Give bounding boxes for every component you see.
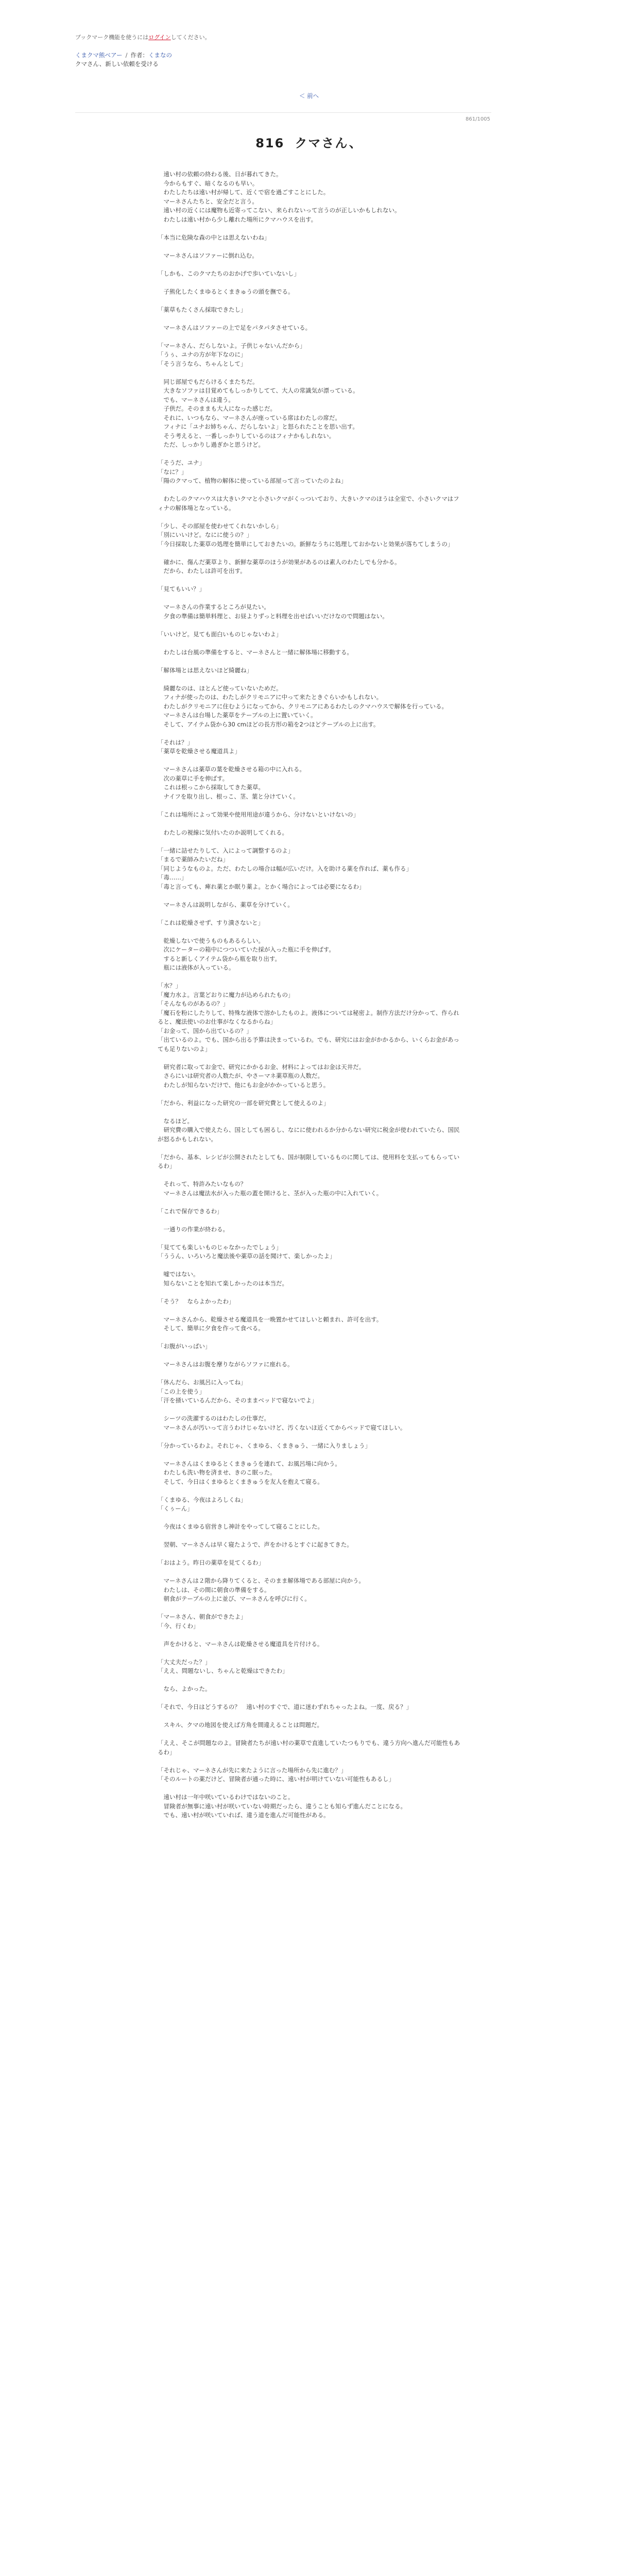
paragraph: なら、よかった。: [158, 1685, 211, 1692]
series-title-link[interactable]: くまクマ熊ベアー: [75, 52, 123, 59]
paragraph: マーネさんたちと、安全だと言う。: [158, 197, 258, 205]
blank-line: [158, 1108, 460, 1117]
paragraph: わたしは、その間に朝食の準備をする。: [158, 1586, 270, 1594]
blank-line: [158, 1730, 460, 1739]
paragraph: 「それじゃ、マーネさんが先に来たように言った場所から先に進む？」: [158, 1766, 347, 1774]
chapter-number: 816: [255, 136, 285, 150]
paragraph: 「休んだら、お風呂に入ってね」: [158, 1379, 247, 1386]
paragraph: 「見てても楽しいものじゃなかったでしょう」: [158, 1243, 282, 1251]
paragraph: 大きなソファは目覚めてもしっかりしてて、大人の常識気が漂っている。: [158, 387, 359, 394]
paragraph: 「なに？」: [158, 468, 187, 476]
paragraph: 「ええ、問題ないし、ちゃんと乾燥はできたわ」: [158, 1667, 288, 1674]
chapter-body: [158, 170, 460, 1820]
paragraph: それに、いつもなら、マーネさんが座っている席はわたしの席だ。: [158, 414, 341, 421]
paragraph: 「薬草を乾燥させる魔道具よ」: [158, 748, 241, 755]
blank-line: [158, 1090, 460, 1099]
blank-line: [158, 450, 460, 459]
paragraph: マーネさんが汚いって言うわけじゃないけど、汚くないほ近くてからベッドで寝てほしい。: [158, 1423, 406, 1431]
blank-line: [158, 1306, 460, 1315]
paragraph: 一通りの作業が終わる。: [158, 1225, 229, 1233]
paragraph: 研究費の購入で使えたら、国としても困るし、なにに使われるか分からない研究に税金が使われていたら、国民が怒るかもしれない。: [158, 1126, 460, 1143]
paragraph: わたしは遠い村から少し離れた場所にクマハウスを出す。: [158, 215, 317, 223]
blank-line: [158, 1486, 460, 1496]
blank-line: [158, 1261, 460, 1270]
blank-line: [158, 549, 460, 558]
paragraph: 「くぅーん」: [158, 1505, 193, 1512]
paragraph: 「別にいいけど。なにに使うの？」: [158, 531, 252, 538]
paragraph: わたしがクリモニアに住むようになってから、クリモニアにあるわたしのクマハウスで解体を行っている。: [158, 702, 448, 710]
paragraph: 乾燥しないで使うものもあるらしい。: [158, 937, 264, 944]
paragraph: 「薬草もたくさん採取できたし」: [158, 306, 247, 313]
blank-line: [158, 1784, 460, 1793]
paragraph: 「それは？」: [158, 738, 193, 746]
blank-line: [158, 973, 460, 982]
paragraph: 「汗を掻いているんだから、そのままベッドで寝ないでよ」: [158, 1397, 318, 1404]
blank-line: [158, 819, 460, 828]
blank-line: [158, 909, 460, 919]
blank-line: [158, 639, 460, 648]
paragraph: 「それで、今日はどうするの？ 遠い村のすぐで、道に迷わずれちゃったよね。一度、戻る？」: [158, 1703, 413, 1710]
paragraph: 「これは場所によって効果や使用用途が違うから、分けないといけないの」: [158, 810, 359, 818]
paragraph: 「そうだ、ユナ」: [158, 459, 205, 466]
blank-line: [158, 1198, 460, 1207]
blank-line: [158, 1054, 460, 1063]
paragraph: 瓶には液体が入っている。: [158, 964, 235, 971]
paragraph: 「いいけど。見ても面白いものじゃないわよ」: [158, 630, 282, 638]
paragraph: 知らないことを知れて楽しかったのは本当だ。: [158, 1279, 288, 1287]
paragraph: ただ、しっかりし過ぎかと思うけど。: [158, 441, 264, 448]
blank-line: [158, 260, 460, 269]
paragraph: 「そのルートの薬だけど、冒険者が通った時に、遠い村が明けていない可能性もあるし」: [158, 1775, 394, 1783]
paragraph: 「一緒に詰せたりして、入によって調整するのよ」: [158, 846, 294, 854]
blank-line: [158, 296, 460, 306]
chapter-title: [0, 133, 618, 151]
paragraph: 「マーネさん、朝食ができたよ」: [158, 1613, 247, 1620]
prev-chapter-link[interactable]: ＜ 前へ: [299, 92, 319, 99]
paragraph: 「大丈夫だった？」: [158, 1658, 211, 1666]
paragraph: 「ええ、そこが問題なのよ。冒険者たちが遠い村の薬草で直進していたつもりでも、違う方向へ進んだ可能性もあるわ」: [158, 1739, 460, 1756]
paragraph: 「ううん、いろいろと魔法後や薬草の話を聞けて、楽しかったよ」: [158, 1252, 336, 1260]
paragraph: 「解体場とは思えないほど綺麗ね」: [158, 666, 252, 674]
paragraph: 声をかけると、マーネさんは乾燥させる魔道具を片付ける。: [158, 1640, 323, 1648]
paragraph: 次の薬草に手を伸ばす。: [158, 774, 229, 782]
paragraph: 「お腹がいっぱい」: [158, 1343, 211, 1350]
paragraph: だから、わたしは許可を出す。: [158, 567, 246, 574]
blank-line: [158, 1369, 460, 1379]
paragraph: 冒険者が無事に遠い村が咲いていない時期だったら、違うことも知らず進んだことになる。: [158, 1802, 406, 1810]
blank-line: [158, 1333, 460, 1343]
author-link[interactable]: くまなの: [148, 52, 173, 59]
blank-line: [158, 278, 460, 287]
paragraph: 子供だ。そのままも大人になった感じだ。: [158, 405, 276, 412]
blank-line: [158, 314, 460, 324]
paragraph: 「同じようなものよ。ただ、わたしの場合は幅が広いだけ。入を助ける薬を作れば、薬も作る」: [158, 865, 413, 872]
paragraph: わたしのクマハウスは大きいクマと小さいクマがくっついており、大きいクマのほうは全室で、小さいクマはフィナの解体場となっている。: [158, 495, 459, 512]
paragraph: でも、遠い村が咲いていれば、違う道を進んだ可能性がある。: [158, 1811, 330, 1819]
paragraph: 「陽のクマって、植物の解体に使っている部屋って言っていたのよね」: [158, 477, 347, 484]
paragraph: マーネさんはくまゆるとくまきゅうを連れて、お風呂場に向かう。: [158, 1460, 341, 1467]
blank-line: [158, 332, 460, 342]
blank-line: [158, 927, 460, 937]
paragraph: 「マーネさん、だらしないよ。子供じゃないんだから」: [158, 342, 306, 349]
blank-line: [158, 594, 460, 603]
blank-line: [158, 1568, 460, 1577]
paragraph: 「毒と言っても、痺れ薬とか眠り薬よ。とかく場合によっては必要になるわ」: [158, 883, 365, 890]
chapter-breadcrumb: クマさん、新しい依頼を受ける: [75, 60, 159, 67]
blank-line: [158, 1432, 460, 1442]
paragraph: マーネさんから、乾燥させる魔道具を一晩置かせてほしいと頼まれ、許可を出す。: [158, 1315, 383, 1323]
breadcrumb-separator: /: [125, 52, 128, 59]
paragraph: マーネさんは台場した薬草をテーブルの上に置いていく。: [158, 711, 317, 719]
blank-line: [158, 513, 460, 522]
page-counter: 861/1005: [466, 116, 490, 122]
paragraph: わたしたちは遠い村が帰して、近くで宿を過ごすことにした。: [158, 189, 330, 196]
paragraph: 「お金って、国から出ているの？」: [158, 1027, 252, 1035]
login-notice-suffix: してください。: [170, 34, 211, 41]
paragraph: わたしが知らないだけで、他にもお金がかかっていると思う。: [158, 1081, 330, 1089]
paragraph: 「出ているのよ。でも、国から出る予算は決まっているわ。でも、研究にはお金がかかるから、いくらお金があっても足りないのよ」: [158, 1036, 459, 1053]
blank-line: [158, 801, 460, 810]
paragraph: 「少し、その部屋を使わせてくれないかしら」: [158, 522, 282, 530]
login-link[interactable]: ログイン: [148, 34, 171, 41]
paragraph: さらにいは研究者の人数たが、やさーマネ薬草瓶の人数だ。: [158, 1072, 323, 1079]
paragraph: 「本当に危険な森の中とは思えないわね」: [158, 233, 270, 241]
paragraph: でも、マーネさんは違う。: [158, 396, 234, 403]
paragraph: 遠い村の近くには魔物も近寄ってこない、来られないって言うのが正しいかもしれない。: [158, 207, 401, 214]
paragraph: 「そう？ ならよかったわ」: [158, 1297, 235, 1305]
paragraph: マーネさんは２階から降りてくると、そのまま解体場である部屋に向かう。: [158, 1577, 365, 1584]
paragraph: 「しかも、このクマたちのおかげで歩いていないし」: [158, 269, 300, 277]
paragraph: マーネさんは魔法水が入った瓶の蓋を開けると、茎が入った瓶の中に入れていく。: [158, 1189, 383, 1197]
paragraph: マーネさんは説明しながら、薬草を分けていく。: [158, 901, 294, 908]
paragraph: 次にケーターの箱中につついていた採が入った瓶に手を伸ばす。: [158, 946, 335, 953]
paragraph: 子熊化したくまゆるとくまきゅうの頭を撫でる。: [158, 287, 294, 295]
paragraph: そして、アイテム袋から30 cmほどの長方形の箱を2つほどテーブルの上に出す。: [158, 720, 380, 728]
blank-line: [158, 756, 460, 766]
blank-line: [158, 1532, 460, 1541]
paragraph: なるほど。: [158, 1117, 193, 1125]
paragraph: 「そんなものがあるの？」: [158, 1000, 229, 1007]
paragraph: 遠い村は一年中咲いているわけではないのこと。: [158, 1793, 294, 1801]
paragraph: 「まるで薬師みたいだね」: [158, 856, 229, 863]
blank-line: [158, 1631, 460, 1640]
blank-line: [158, 1351, 460, 1361]
paragraph: マーネさんの作業するところが見たい。: [158, 603, 270, 611]
paragraph: 「今日採取した薬草の処理を簡単にしておきたいの。新鮮なうちに処理しておかないと効果が落ちてしまうの」: [158, 540, 454, 548]
blank-line: [158, 1144, 460, 1153]
blank-line: [158, 224, 460, 233]
blank-line: [158, 486, 460, 495]
paragraph: 夕食の準備は簡単料理と、お昼よりずっと料理を出せばいいだけなので問題はない。: [158, 612, 388, 620]
paragraph: 「だから、利益になった研究の一部を研究費として使えるのよ」: [158, 1099, 330, 1107]
blank-line: [158, 837, 460, 846]
paragraph: これは根っこから採取してきた薬草。: [158, 784, 264, 791]
paragraph: わたしも洗い物を済ませ、きのこ眠った。: [158, 1469, 276, 1476]
paragraph: 翌朝、マーネさんは早く寝たようで、声をかけるとすぐに起きてきた。: [158, 1541, 353, 1548]
paragraph: そして、今日はくまゆるとくまきゅうを友人を抱えて寝る。: [158, 1478, 323, 1485]
blank-line: [158, 1216, 460, 1225]
blank-line: [158, 675, 460, 684]
blank-line: [158, 657, 460, 666]
paragraph: そして、簡単に夕食を作って食べる。: [158, 1325, 264, 1332]
paragraph: そう考えると、一番しっかりしているのはフィナかもしれない。: [158, 432, 335, 439]
blank-line: [158, 1676, 460, 1685]
blank-line: [158, 1234, 460, 1243]
paragraph: 「見てもいい？」: [158, 585, 205, 592]
paragraph: 「魔石を粉にしたりして、特殊な液体で溶かしたものよ。液体については秘密よ。制作方法だけ分かって、作られると、魔法使いのお仕事がなくなるからね」: [158, 1009, 459, 1025]
paragraph: 「これは乾燥させず、すり潰さないと」: [158, 919, 264, 926]
paragraph: 確かに、傷んだ薬草より、新鮮な薬草のほうが効果があるのは素人のわたしでも分かる。: [158, 558, 401, 566]
paragraph: マーネさんは薬草の葉を乾燥させる箱の中に入れる。: [158, 766, 305, 773]
blank-line: [158, 1604, 460, 1613]
paragraph: 嘘ではない。: [158, 1270, 199, 1278]
paragraph: 綺麗なのは、ほとんど使っていないためだ。: [158, 684, 282, 692]
paragraph: マーネさんはソファーの上で足をパタパタさせている。: [158, 324, 312, 331]
paragraph: 「そう言うなら、ちゃんとして」: [158, 360, 247, 367]
paragraph: マーネさんはお腹を摩りながらソファに座れる。: [158, 1361, 294, 1368]
blank-line: [158, 576, 460, 585]
author-label: 作者：: [130, 52, 149, 59]
paragraph: 「分かっているわよ。それじゃ、くまゆる、くまきゅう、一緒に入りましょう」: [158, 1442, 371, 1449]
paragraph: それって、特許みたいなもの？: [158, 1180, 247, 1188]
login-notice: [75, 33, 211, 41]
blank-line: [158, 1288, 460, 1297]
paragraph: 今夜はくまゆる宿営きし神計をやってして寝ることにした。: [158, 1523, 323, 1530]
login-notice-prefix: ブックマーク機能を使うには: [75, 34, 149, 41]
blank-line: [158, 242, 460, 251]
paragraph: 「だから、基本、レシピが公開されたとしても、国が制限しているものに関しては、使用料を支払ってもらっているわ」: [158, 1153, 460, 1170]
paragraph: スキル、クマの地図を使えば方角を間違えることは問題だ。: [158, 1721, 323, 1728]
paragraph: 「おはよう。昨日の薬草を見てくるわ」: [158, 1559, 264, 1566]
paragraph: 同じ部屋でもだらけるくまたちだ。: [158, 378, 259, 385]
paragraph: 「今、行くわ」: [158, 1622, 199, 1630]
blank-line: [158, 1649, 460, 1658]
blank-line: [158, 368, 460, 378]
paragraph: 「この上を使う」: [158, 1387, 205, 1395]
paragraph: フィナが使ったのは、わたしがクリモニアに中って来たときぐらいかもしれない。: [158, 693, 383, 701]
blank-line: [158, 1712, 460, 1721]
blank-line: [158, 1514, 460, 1523]
blank-line: [158, 891, 460, 901]
paragraph: 「毒……」: [158, 874, 187, 881]
paragraph: 「くまゆる、今夜はよろしくね」: [158, 1496, 247, 1503]
breadcrumb: [75, 51, 172, 69]
divider: [75, 112, 491, 113]
paragraph: 「水？」: [158, 982, 181, 989]
blank-line: [158, 1450, 460, 1460]
blank-line: [158, 621, 460, 630]
blank-line: [158, 1171, 460, 1180]
blank-line: [158, 1405, 460, 1415]
paragraph: 「魔力水よ。言葉どおりに魔力が込められたもの」: [158, 991, 294, 998]
paragraph: すると新しくアイテム袋から瓶を取り出す。: [158, 955, 281, 962]
paragraph: 「うぅ、ユナの方が年下なのに」: [158, 351, 247, 358]
paragraph: マーネさんはソファーに倒れ込む。: [158, 251, 258, 259]
paragraph: 遠い村の依頼の終わる後、日が暮れてきた。: [158, 171, 282, 178]
paragraph: わたしは台風の準備をすると、マーネさんと一緒に解体場に移動する。: [158, 648, 353, 656]
paragraph: シーツの洗濯するのはわたしの仕事だ。: [158, 1415, 270, 1422]
paragraph: わたしの視線に気付いたのか説明してくれる。: [158, 828, 288, 836]
paragraph: フィナに「ユナお姉ちゃん、だらしないよ」と怒られたことを思い出す。: [158, 423, 358, 430]
paragraph: ナイフを取り出し、根っこ、茎、葉と分けていく。: [158, 792, 299, 800]
paragraph: 研究者に取ってお金で、研究にかかるお金、材料によってはお金は天井だ。: [158, 1063, 365, 1071]
blank-line: [158, 1694, 460, 1703]
chapter-title-text: クマさん、: [295, 136, 363, 150]
blank-line: [158, 729, 460, 738]
blank-line: [158, 1757, 460, 1766]
paragraph: 「これで保存できるわ」: [158, 1207, 223, 1215]
paragraph: 朝食がテーブルの上に並び、マーネさんを呼びに行く。: [158, 1595, 311, 1602]
paragraph: 今からもすぐ、暗くなるのも早い。: [158, 179, 259, 187]
blank-line: [158, 1550, 460, 1559]
